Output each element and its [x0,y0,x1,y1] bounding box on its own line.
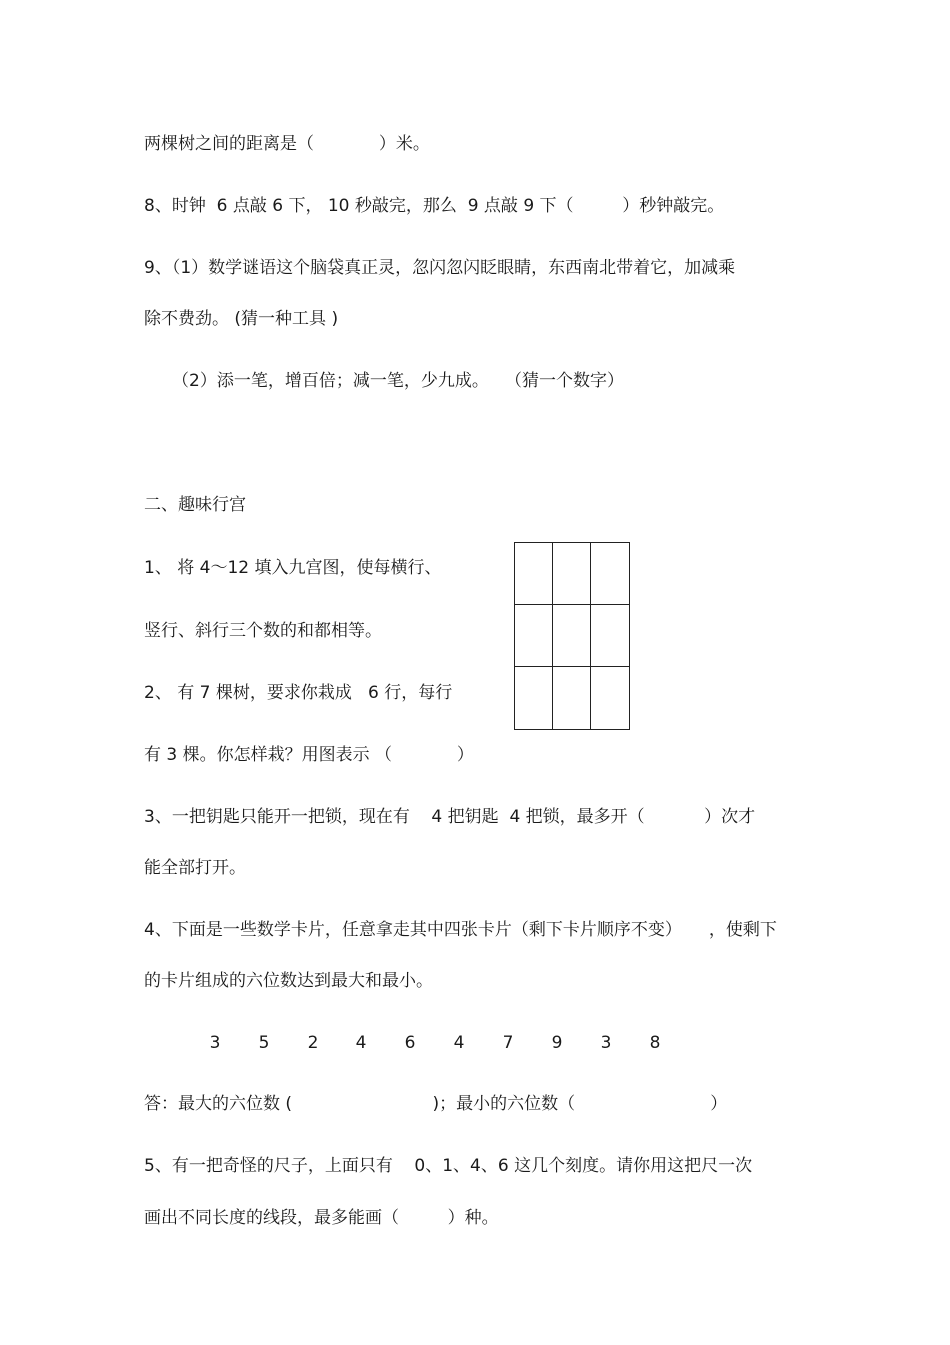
number-cards [0,1032,950,1054]
question-3-line2: 能全部打开。 [144,858,246,878]
grid-cell [591,605,629,667]
question-8: 8、时钟 6 点敲 6 下， 10 秒敲完，那么 9 点敲 9 下（ ）秒钟敲完。 [144,196,725,216]
number-card: 5 [258,1033,270,1053]
number-card: 8 [649,1033,661,1053]
section-title: 二、趣味行宫 [144,495,246,515]
grid-cell [515,605,553,667]
grid-cell [515,543,553,605]
grid-cell [553,667,591,729]
question-9-part2: （2）添一笔，增百倍；减一笔，少九成。 （猜一个数字） [172,371,625,391]
question-1-line1: 1、 将 4～12 填入九宫图，使每横行、 [144,558,442,578]
nine-grid [514,542,630,730]
answer-line: 答：最大的六位数 ( )；最小的六位数（ ） [144,1094,728,1114]
number-card: 9 [551,1033,563,1053]
question-1-line2: 竖行、斜行三个数的和都相等。 [144,621,382,641]
fill-in-line-tree-distance: 两棵树之间的距离是（ ）米。 [144,134,430,154]
grid-cell [553,543,591,605]
question-9-part1: 9、（1）数学谜语这个脑袋真正灵，忽闪忽闪眨眼睛，东西南北带着它，加减乘 [144,258,736,278]
question-2-line1: 2、 有 7 棵树，要求你栽成 6 行，每行 [144,683,453,703]
question-2-line2: 有 3 棵。你怎样栽？用图表示 （ ） [144,745,474,765]
question-3-line1: 3、一把钥匙只能开一把锁，现在有 4 把钥匙 4 把锁，最多开（ ）次才 [144,807,756,827]
grid-cell [591,543,629,605]
number-card: 7 [502,1033,514,1053]
question-4-line1: 4、下面是一些数学卡片，任意拿走其中四张卡片（剩下卡片顺序不变） ，使剩下 [144,920,777,940]
number-card: 6 [404,1033,416,1053]
number-card: 3 [209,1033,221,1053]
question-5-line2: 画出不同长度的线段，最多能画（ ）种。 [144,1208,499,1228]
number-card: 2 [307,1033,319,1053]
grid-cell [553,605,591,667]
grid-cell [515,667,553,729]
grid-cell [591,667,629,729]
number-card: 3 [600,1033,612,1053]
number-card: 4 [453,1033,465,1053]
number-card: 4 [355,1033,367,1053]
question-9-part1-cont: 除不费劲。 (猜一种工具 ) [144,309,339,329]
question-5-line1: 5、有一把奇怪的尺子，上面只有 0、1、4、6 这几个刻度。请你用这把尺一次 [144,1156,753,1176]
question-4-line2: 的卡片组成的六位数达到最大和最小。 [144,971,433,991]
